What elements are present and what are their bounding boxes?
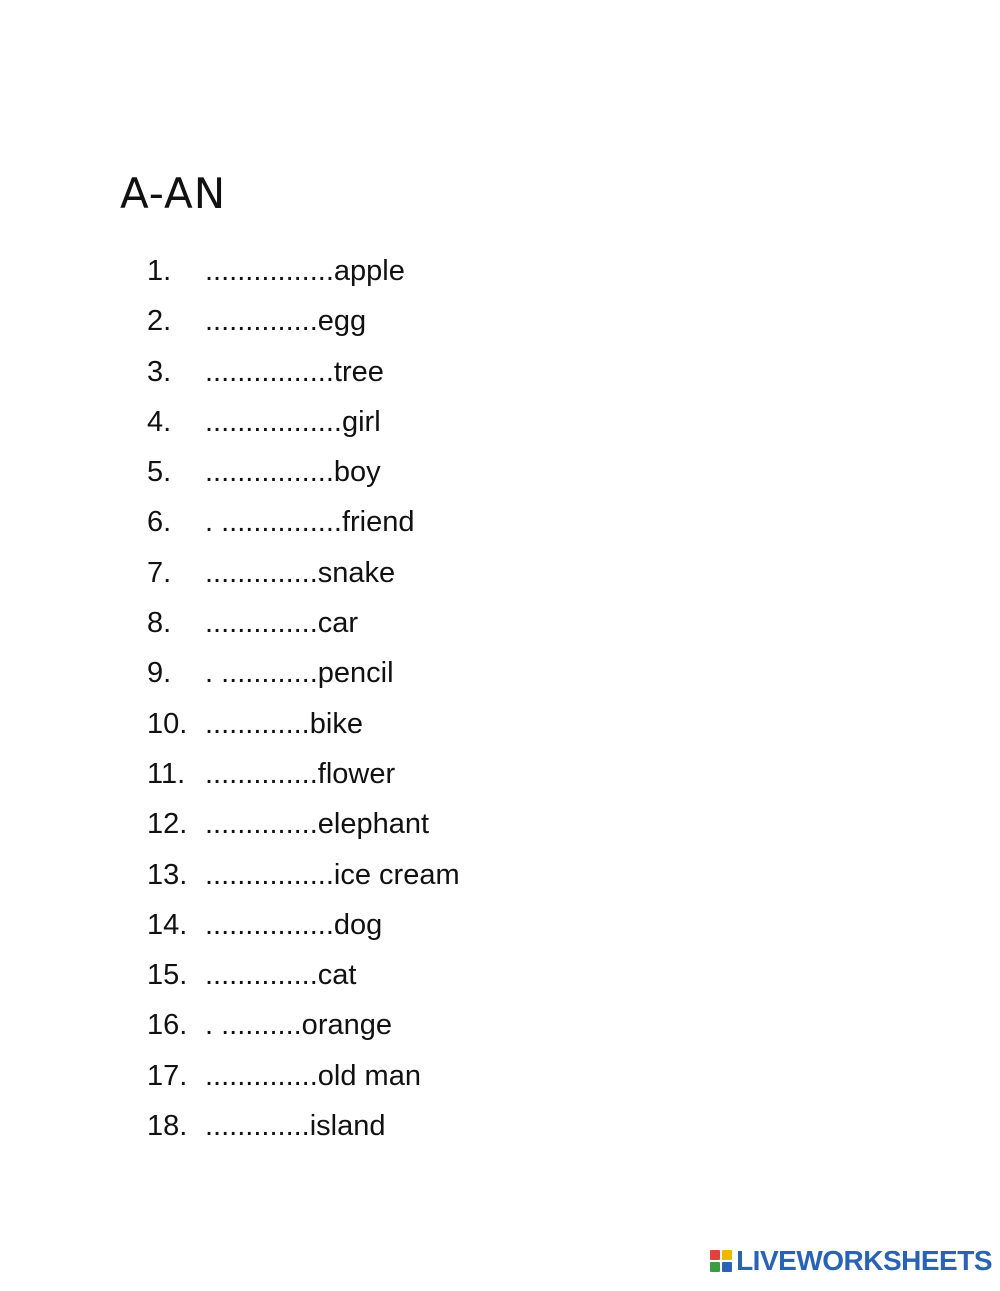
exercise-text: ................dog <box>205 908 383 941</box>
exercise-number: 2. <box>147 305 172 338</box>
exercise-number: 15. <box>147 959 188 992</box>
exercise-item <box>147 852 460 902</box>
exercise-item <box>147 399 460 449</box>
exercise-text: ................boy <box>205 456 381 489</box>
liveworksheets-logo-text: LIVEWORKSHEETS <box>736 1245 992 1276</box>
exercise-item <box>147 751 460 801</box>
logo-square <box>710 1262 720 1272</box>
exercise-number: 3. <box>147 355 172 388</box>
exercise-text: ................tree <box>205 355 384 388</box>
exercise-text: . ............pencil <box>205 657 394 690</box>
exercise-number: 11. <box>147 757 186 790</box>
exercise-text: ..............old man <box>205 1059 421 1092</box>
exercise-item <box>147 1053 460 1103</box>
exercise-item <box>147 349 460 399</box>
exercise-number: 6. <box>147 506 172 539</box>
liveworksheets-logo <box>710 1245 992 1277</box>
exercise-list <box>147 248 460 1153</box>
exercise-number: 8. <box>147 607 172 640</box>
exercise-number: 14. <box>147 908 188 941</box>
worksheet-title: A-AN <box>120 169 227 218</box>
exercise-text: ..............flower <box>205 757 396 790</box>
exercise-item <box>147 1103 460 1153</box>
exercise-item <box>147 952 460 1002</box>
exercise-number: 1. <box>147 255 172 287</box>
exercise-text: ..............cat <box>205 959 357 992</box>
exercise-text: .............island <box>205 1110 386 1143</box>
exercise-item <box>147 298 460 348</box>
exercise-text: ................apple <box>205 255 405 287</box>
logo-square <box>722 1262 732 1272</box>
exercise-text: ..............snake <box>205 556 396 589</box>
exercise-item <box>147 650 460 700</box>
exercise-item <box>147 902 460 952</box>
exercise-item <box>147 600 460 650</box>
exercise-number: 12. <box>147 808 188 841</box>
exercise-text: .................girl <box>205 405 381 438</box>
exercise-item <box>147 248 460 298</box>
exercise-number: 10. <box>147 707 188 740</box>
exercise-item <box>147 801 460 851</box>
logo-square <box>710 1250 720 1260</box>
exercise-number: 13. <box>147 858 188 891</box>
exercise-number: 17. <box>147 1059 188 1092</box>
exercise-item <box>147 449 460 499</box>
exercise-item <box>147 499 460 549</box>
logo-square <box>722 1250 732 1260</box>
exercise-text: ..............egg <box>205 305 367 338</box>
exercise-text: . ..........orange <box>205 1009 392 1042</box>
exercise-number: 5. <box>147 456 172 489</box>
exercise-text: ..............elephant <box>205 808 430 841</box>
exercise-number: 7. <box>147 556 172 589</box>
exercise-number: 16. <box>147 1009 188 1042</box>
exercise-text: ................ice cream <box>205 858 460 891</box>
exercise-text: . ...............friend <box>205 506 415 539</box>
exercise-number: 4. <box>147 405 172 438</box>
exercise-number: 18. <box>147 1110 188 1143</box>
exercise-item <box>147 701 460 751</box>
exercise-text: ..............car <box>205 607 359 640</box>
liveworksheets-logo-icon <box>710 1250 732 1272</box>
exercise-text: .............bike <box>205 707 363 740</box>
exercise-number: 9. <box>147 657 172 690</box>
exercise-item <box>147 1002 460 1052</box>
exercise-item <box>147 550 460 600</box>
